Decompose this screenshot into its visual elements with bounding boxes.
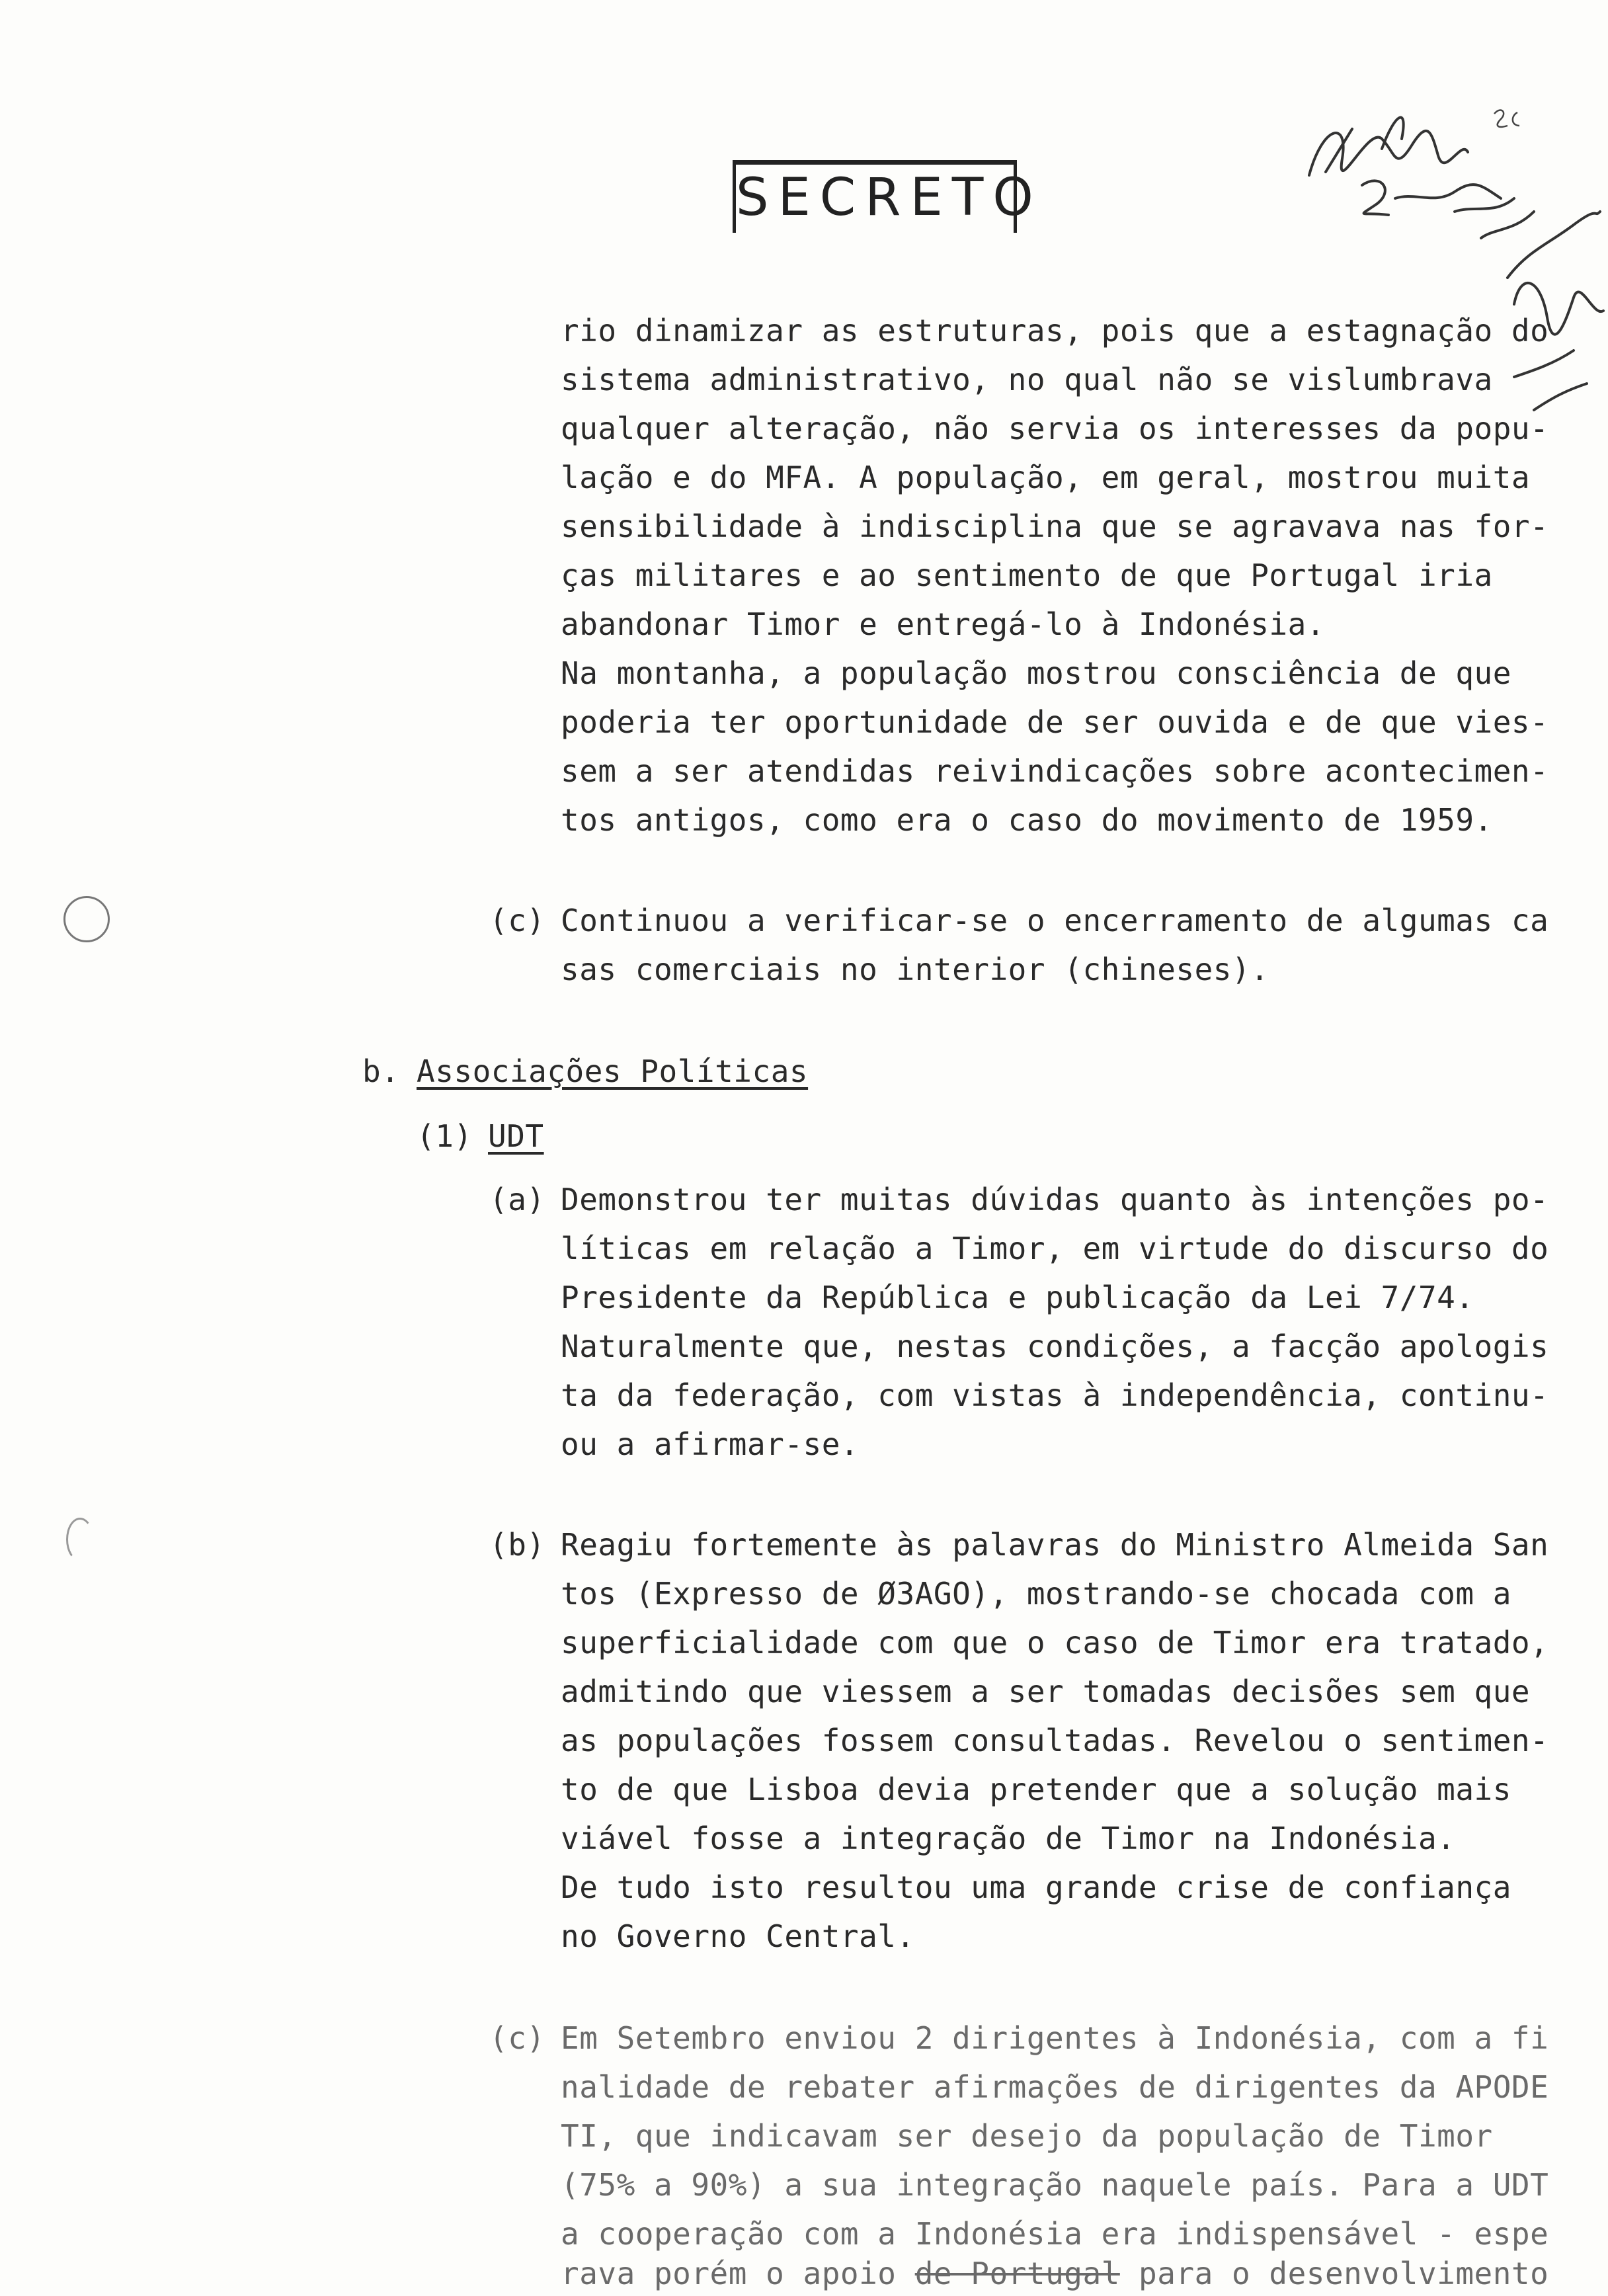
text-line: lação e do MFA. A população, em geral, mostrou muita: [561, 460, 1531, 495]
text-line: [561, 2254, 1548, 2293]
text-line: abandonar Timor e entregá-lo à Indonésia.: [561, 606, 1325, 642]
text-line: rio dinamizar as estruturas, pois que a estagnação do: [561, 313, 1549, 348]
struck-text: de Portugal: [914, 2256, 1120, 2291]
text-line: Em Setembro enviou 2 dirigentes à Indonésia, com a fi: [561, 2020, 1549, 2056]
text-line: Demonstrou ter muitas dúvidas quanto às intenções po-: [561, 1182, 1549, 1217]
text-line: qualquer alteração, não servia os interesses da popu-: [561, 411, 1549, 446]
text-line: Presidente da República e publicação da Lei 7/74.: [561, 1280, 1474, 1315]
section-heading: Associações Políticas: [417, 1053, 809, 1089]
section-marker: b.: [362, 1053, 400, 1089]
text-line: viável fosse a integração de Timor na Indonésia.: [561, 1821, 1456, 1856]
text-line: sas comerciais no interior (chineses).: [561, 952, 1269, 987]
text-line: tos antigos, como era o caso do movimento de 1959.: [561, 802, 1493, 838]
text-line: no Governo Central.: [561, 1918, 915, 1954]
text-line: nalidade de rebater afirmações de dirigentes da APODE: [561, 2069, 1549, 2105]
text-line: superficialidade com que o caso de Timor era tratado,: [561, 1625, 1549, 1660]
text-line: sensibilidade à indisciplina que se agravava nas for-: [561, 509, 1549, 544]
text-line: TI, que indicavam ser desejo da população de Timor: [561, 2118, 1493, 2154]
text-line: Continuou a verificar-se o encerramento de algumas ca: [561, 903, 1549, 938]
text-line: to de que Lisboa devia pretender que a solução mais: [561, 1772, 1511, 1807]
text-line: (75% a 90%) a sua integração naquele país. Para a UDT: [561, 2167, 1549, 2203]
text-line: De tudo isto resultou uma grande crise de confiança: [561, 1869, 1511, 1905]
item-marker: (c): [489, 903, 545, 938]
text-line: as populações fossem consultadas. Revelou o sentimen-: [561, 1723, 1549, 1758]
text-line: Naturalmente que, nestas condições, a facção apologis: [561, 1329, 1549, 1364]
subsection-heading: UDT: [488, 1118, 544, 1154]
text-line: poderia ter oportunidade de ser ouvida e de que vies-: [561, 704, 1549, 740]
text-line: sem a ser atendidas reivindicações sobre acontecimen-: [561, 753, 1549, 789]
text-fragment: rava porém o apoio: [561, 2256, 915, 2291]
item-marker: (c): [489, 2020, 545, 2056]
text-line: líticas em relação a Timor, em virtude do discurso do: [561, 1231, 1549, 1266]
punch-hole: [66, 1518, 94, 1561]
text-line: admitindo que viessem a ser tomadas decisões sem que: [561, 1674, 1531, 1709]
text-line: Na montanha, a população mostrou consciência de que: [561, 655, 1511, 691]
text-line: ta da federação, com vistas à independência, continu-: [561, 1377, 1549, 1413]
item-marker: (b): [489, 1527, 545, 1563]
text-line: ças militares e ao sentimento de que Portugal iria: [561, 557, 1493, 593]
text-line: sistema administrativo, no qual não se vislumbrava: [561, 362, 1493, 397]
text-fragment: para o desenvolvimento: [1119, 2256, 1549, 2291]
text-line: a cooperação com a Indonésia era indispensável - espe: [561, 2216, 1549, 2252]
item-marker: (a): [489, 1182, 545, 1217]
text-line: Reagiu fortemente às palavras do Ministro Almeida San: [561, 1527, 1549, 1563]
punch-hole: [63, 896, 110, 942]
classification-stamp: SECRETO: [733, 160, 1017, 233]
subsection-marker: (1): [417, 1118, 473, 1154]
text-line: tos (Expresso de Ø3AGO), mostrando-se chocada com a: [561, 1576, 1511, 1612]
text-line: ou a afirmar-se.: [561, 1426, 860, 1462]
